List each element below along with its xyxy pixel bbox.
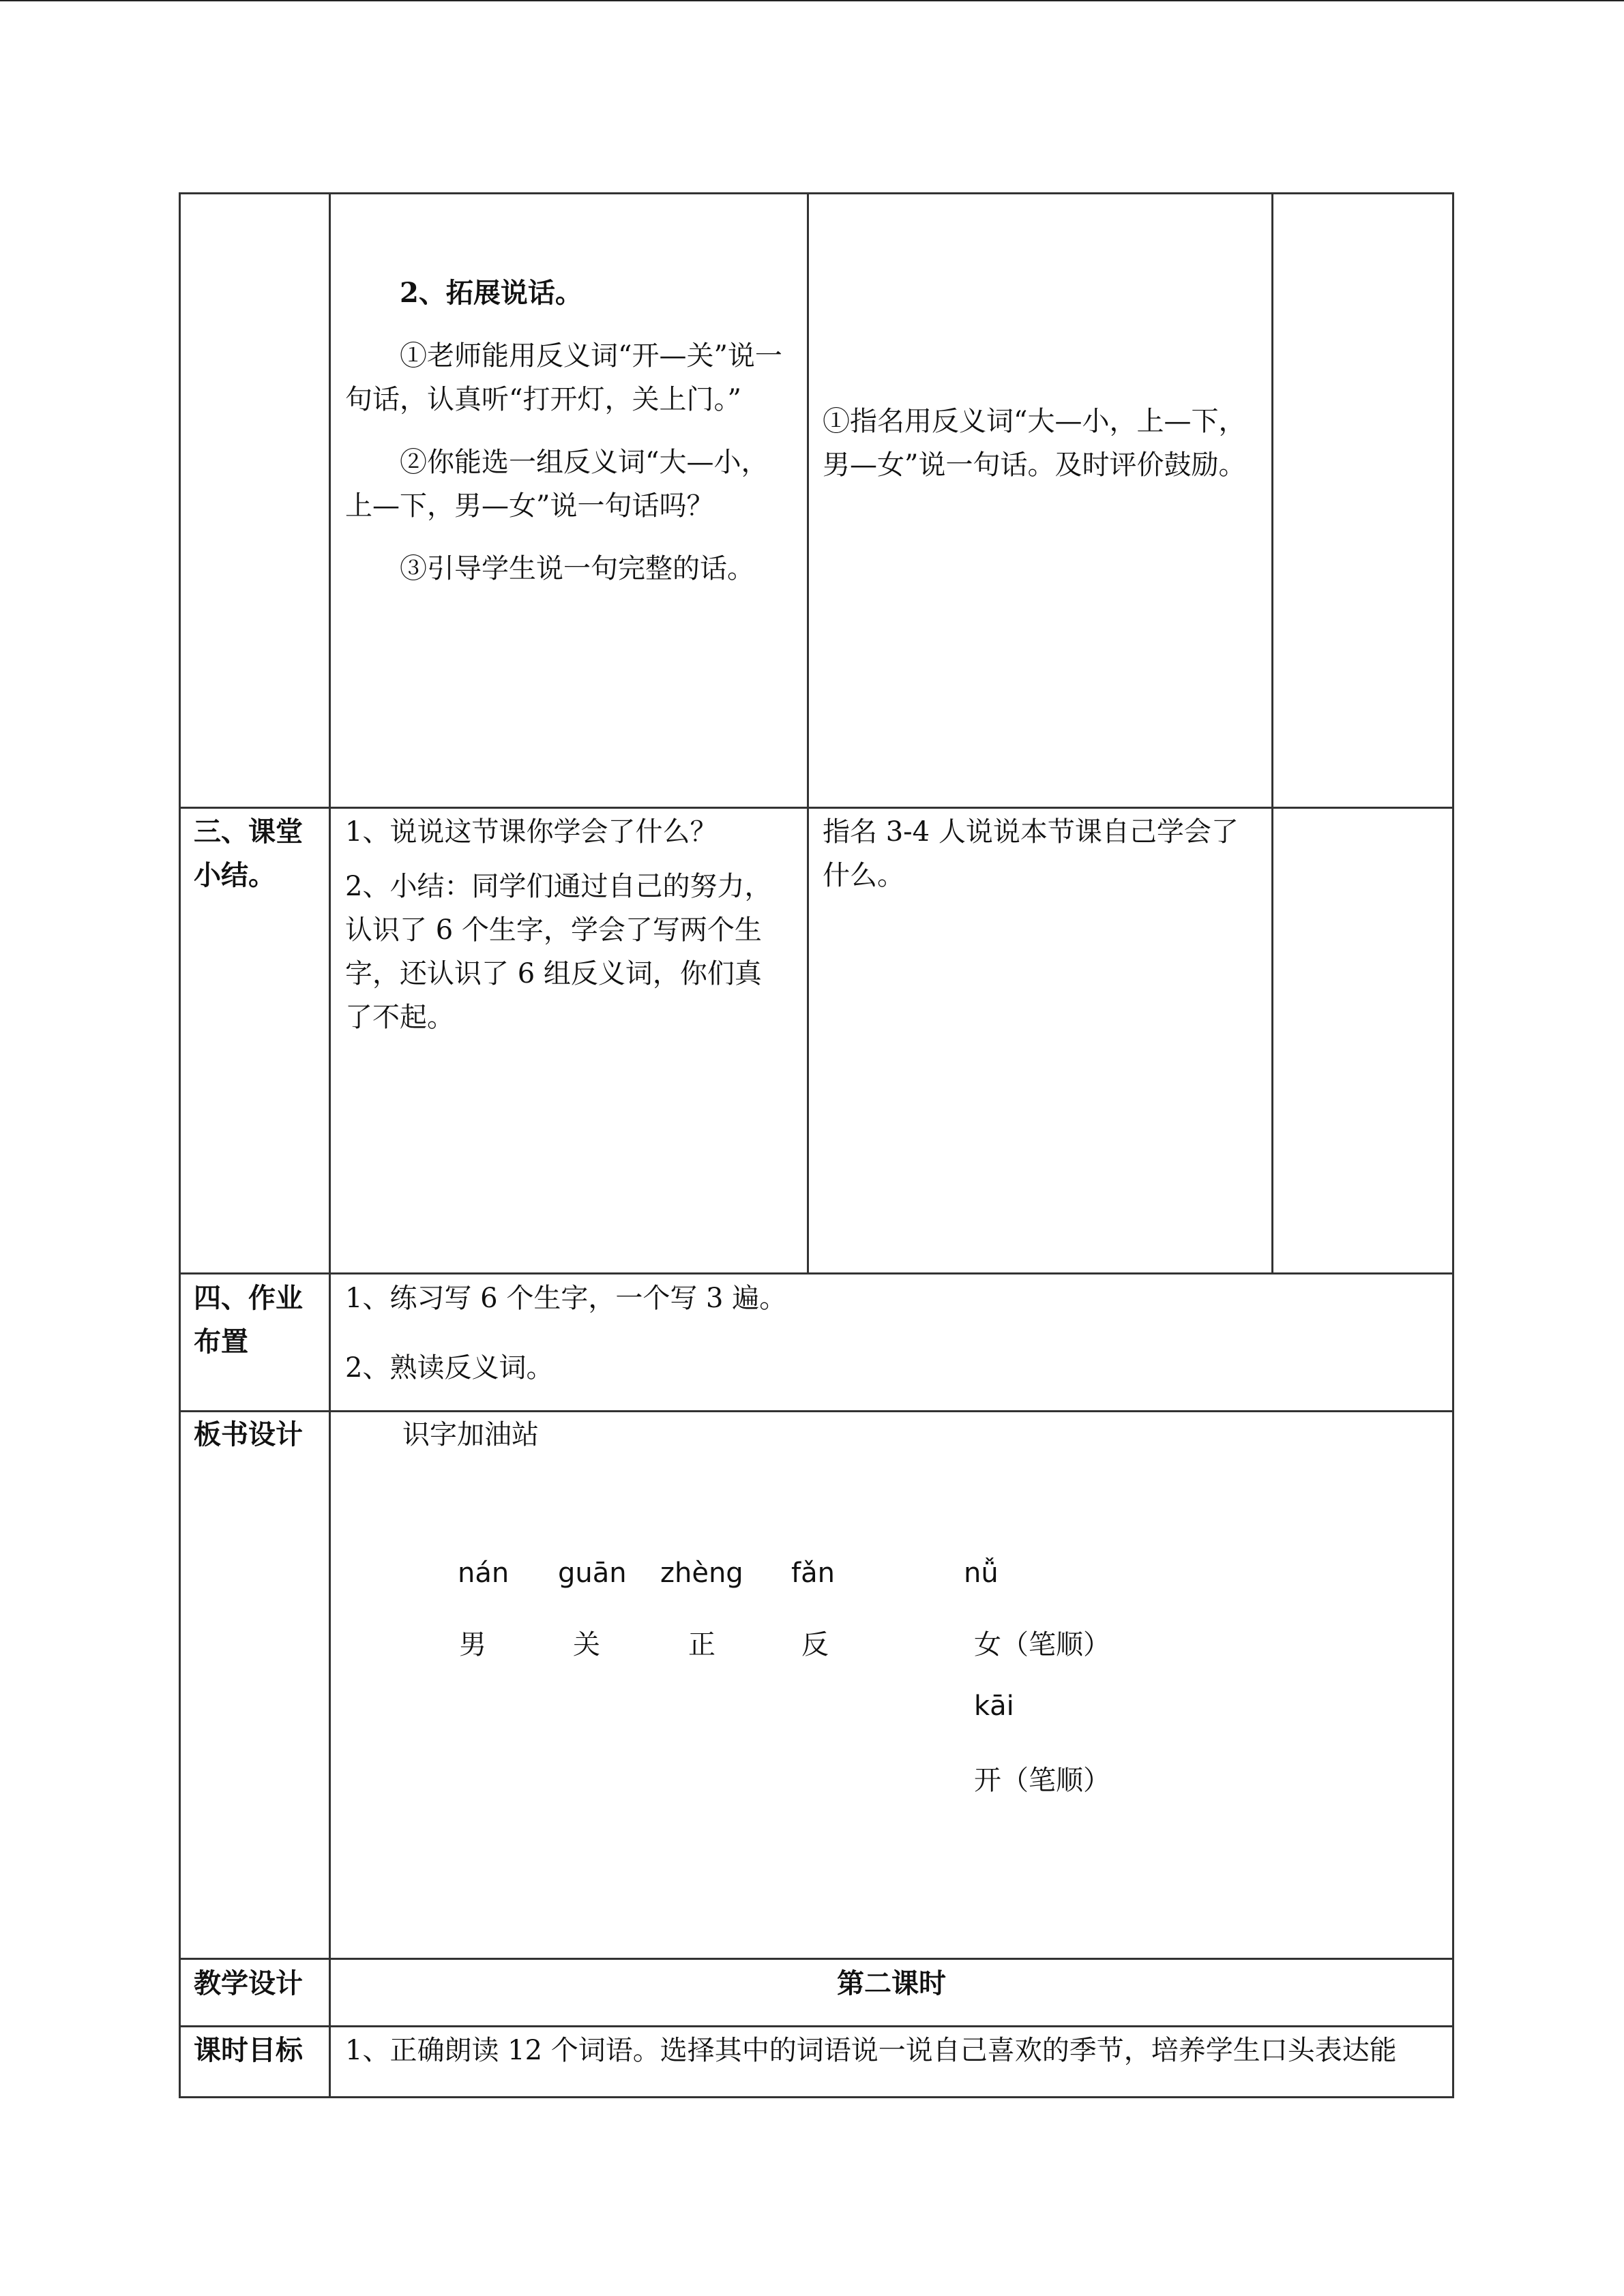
row2-student-cell <box>823 810 1259 897</box>
row1-activity-item1: ①老师能用反义词“开—关”说一句话，认真听“打开灯，关上门。” <box>345 340 782 415</box>
hanzi-kai: 开（笔顺） <box>974 1765 1110 1796</box>
row3-item2: 2、熟读反义词。 <box>345 1352 554 1384</box>
hanzi-fan: 反 <box>801 1629 829 1660</box>
board-title-text: 识字加油站 <box>402 1419 539 1450</box>
table-line <box>179 1958 1454 1960</box>
row1-student-cell <box>823 400 1259 487</box>
pinyin-guan: guān <box>558 1557 627 1589</box>
pinyin-nv: nǚ <box>964 1557 999 1589</box>
row2-activity-item2: 2、小结：同学们通过自己的努力，认识了 6 个生字，学会了写两个生字，还认识了 6 组反义词，你们真了不起。 <box>345 871 772 1033</box>
hanzi-nv: 女（笔顺） <box>974 1629 1110 1660</box>
table-line <box>179 2096 1454 2098</box>
pinyin-zheng: zhèng <box>660 1557 743 1589</box>
table-line <box>1271 192 1273 1274</box>
top-border <box>0 0 1624 1</box>
row3-content-cell <box>345 1277 1436 1390</box>
hanzi-zheng: 正 <box>688 1629 715 1660</box>
table-line <box>329 192 331 2098</box>
row6-label-cell <box>194 2029 316 2072</box>
row5-label-cell <box>194 1962 316 2006</box>
row2-activity-item1: 1、说说这节课你学会了什么？ <box>345 816 718 848</box>
row3-label: 四、作业布置 <box>194 1282 303 1358</box>
board-title <box>402 1413 539 1457</box>
table-line <box>1452 192 1454 2098</box>
table-line <box>179 192 1454 194</box>
pinyin-nan: nán <box>458 1557 510 1589</box>
row2-label-cell <box>194 810 316 897</box>
table-line <box>807 192 809 1274</box>
row4-label-cell <box>194 1413 316 1457</box>
row6-label: 课时目标 <box>194 2034 303 2066</box>
row1-activity-title: 2、拓展说话。 <box>400 277 582 309</box>
table-line <box>179 1272 1454 1274</box>
row5-value-cell <box>331 1962 1452 2006</box>
row1-activity-item2: ②你能选一组反义词“大—小，上—下，男—女”说一句话吗？ <box>345 447 769 522</box>
row3-item1: 1、练习写 6 个生字，一个写 3 遍。 <box>345 1283 787 1314</box>
row1-student-text: ①指名用反义词“大—小，上—下，男—女”说一句话。及时评价鼓励。 <box>823 406 1246 481</box>
row5-value: 第二课时 <box>837 1967 946 1999</box>
row6-value-cell <box>345 2029 1443 2072</box>
row6-value: 1、正确朗读 12 个词语。选择其中的词语说一说自己喜欢的季节，培养学生口头表达能 <box>345 2035 1397 2066</box>
pinyin-fan: fǎn <box>791 1557 835 1589</box>
table-line <box>179 2025 1454 2027</box>
row2-label: 三、课堂小结。 <box>194 816 303 891</box>
row2-activity-cell <box>345 810 788 1039</box>
hanzi-nan: 男 <box>459 1629 486 1660</box>
row2-student-text: 指名 3-4 人说说本节课自己学会了什么。 <box>823 816 1239 891</box>
hanzi-guan: 关 <box>573 1629 600 1660</box>
row3-label-cell <box>194 1277 316 1364</box>
row4-label: 板书设计 <box>194 1418 303 1450</box>
table-line <box>179 807 1454 809</box>
table-line <box>179 1410 1454 1412</box>
row5-label: 教学设计 <box>194 1967 303 1999</box>
row1-activity-item3: ③引导学生说一句完整的话。 <box>400 553 754 584</box>
table-line <box>179 192 181 2098</box>
pinyin-kai: kāi <box>974 1690 1014 1722</box>
row1-activity-cell <box>345 271 788 591</box>
